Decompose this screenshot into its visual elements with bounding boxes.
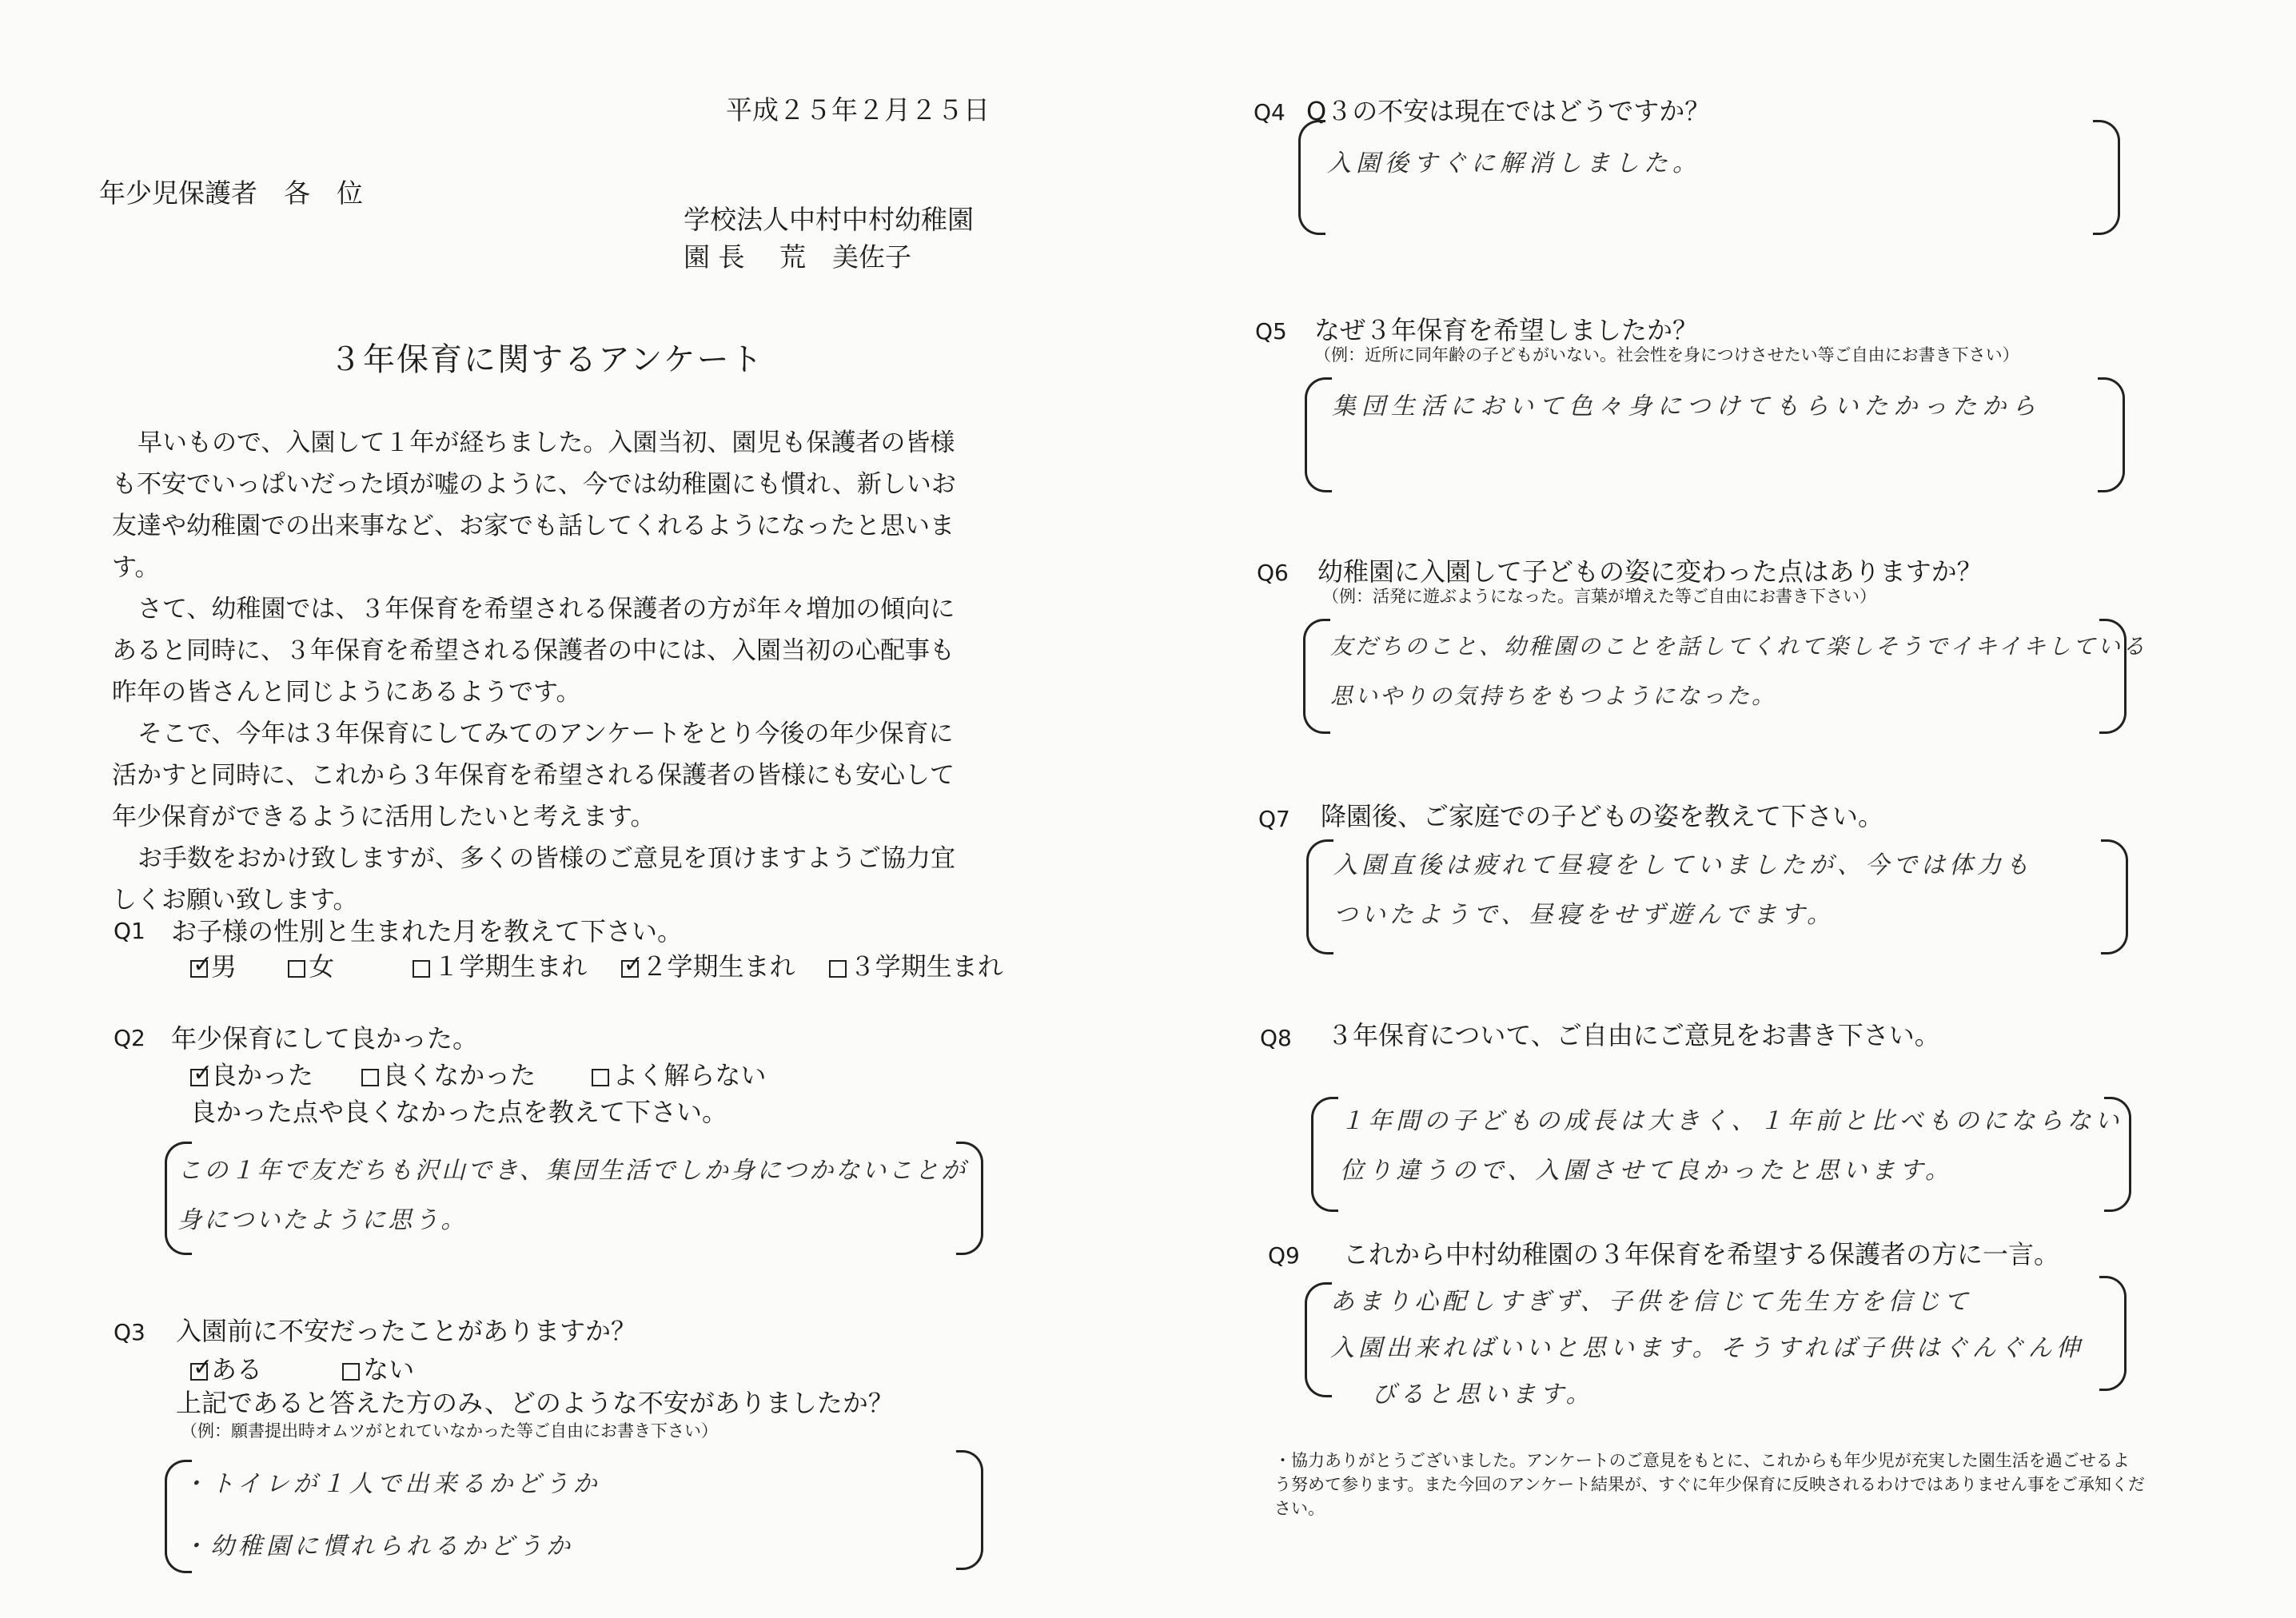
q8-number: Q8 <box>1260 1025 1292 1051</box>
q5-example: （例：近所に同年齢の子どもがいない。社会性を身につけさせたい等ご自由にお書き下さい） <box>1314 345 2019 365</box>
footer-note: ・協力ありがとうございました。アンケートのご意見をもとに、これからも年少児が充実した園生活を過ごせるよう努めて参ります。また今回のアンケート結果が、すぐに年少保育に反映されるわけではありません事をご承知ください。 <box>1274 1451 2146 1518</box>
q1-question: お子様の性別と生まれた月を教えて下さい。 <box>171 916 684 946</box>
q2-question: 年少保育にして良かった。 <box>171 1023 479 1054</box>
q5-question: なぜ３年保育を希望しましたか？ <box>1314 315 1699 345</box>
q4-number: Q4 <box>1254 99 1286 126</box>
q9-question: これから中村幼稚園の３年保育を希望する保護者の方に一言。 <box>1343 1239 2060 1269</box>
q2-options <box>190 1055 766 1092</box>
q7-question: 降園後、ご家庭での子どもの姿を教えて下さい。 <box>1321 801 1884 831</box>
answer-bracket-left <box>1311 1097 1338 1212</box>
answer-bracket-left <box>1305 377 1332 492</box>
q9-answer[interactable]: あまり心配しすぎず、子供を信じて先生方を信じて 入園出来ればいいと思います。そうすれば子供はぐんぐん伸 びると思います。 <box>1330 1288 2084 1409</box>
q8-question: ３年保育について、ご自由にご意見をお書き下さい。 <box>1327 1020 1940 1050</box>
principal-name: 園 長 荒 美佐子 <box>684 241 911 273</box>
q2-followup: 良かった点や良くなかった点を教えて下さい。 <box>190 1097 728 1127</box>
q2-option-not-good[interactable]: 良くなかった <box>361 1060 536 1090</box>
q9-number: Q9 <box>1268 1242 1300 1269</box>
recipient-line: 年少児保護者 各 位 <box>99 177 363 209</box>
document-date: 平成２５年２月２５日 <box>726 94 990 126</box>
intro-text <box>112 422 967 921</box>
checkbox[interactable] <box>413 960 430 978</box>
answer-bracket-left <box>1298 120 1325 235</box>
q8-answer[interactable]: １年間の子どもの成長は大きく、１年前と比べものにならない 位り違うので、入園させて良かったと思います。 <box>1340 1107 2123 1185</box>
q1-number: Q1 <box>114 918 145 944</box>
answer-bracket-right <box>2098 377 2125 492</box>
q3-followup: 上記であると答えた方のみ、どのような不安がありましたか？ <box>176 1388 894 1418</box>
checkbox[interactable] <box>342 1363 360 1381</box>
answer-bracket-right <box>956 1450 983 1570</box>
q1-option-term2[interactable]: ✓ ２学期生まれ <box>621 951 795 982</box>
q1-option-term3[interactable]: ３学期生まれ <box>829 951 1003 982</box>
answer-bracket-left <box>1303 619 1330 734</box>
q5-number: Q5 <box>1255 318 1287 345</box>
checkbox-checked[interactable] <box>190 960 208 978</box>
q3-number: Q3 <box>114 1319 145 1345</box>
q1-options <box>190 946 1003 983</box>
intro-paragraph: そこで、今年は３年保育にしてみてのアンケートをとり今後の年少保育に活かすと同時に、これから３年保育を希望される保護者の皆様にも安心して年少保育ができるように活用したいと考えます。 <box>112 719 955 831</box>
q2-option-unsure[interactable]: よく解らない <box>592 1060 766 1090</box>
organization-name: 学校法人中村中村幼稚園 <box>684 204 974 235</box>
q3-option-yes[interactable]: ✓ある <box>190 1354 262 1385</box>
page-title: ３年保育に関するアンケート <box>329 341 764 378</box>
answer-bracket-left <box>1306 839 1333 954</box>
checkbox-checked[interactable] <box>190 1363 208 1381</box>
answer-bracket-right <box>2093 120 2120 235</box>
q6-example: （例：活発に遊ぶようになった。言葉が増えた等ご自由にお書き下さい） <box>1322 587 1876 606</box>
q2-answer[interactable]: この１年で友だちも沢山でき、集団生活でしか身につかないことが 身についたように思う。 <box>177 1157 968 1234</box>
q3-question: 入園前に不安だったことがありますか？ <box>176 1316 637 1346</box>
q2-option-good[interactable]: ✓良かった <box>190 1060 313 1090</box>
q7-answer[interactable]: 入園直後は疲れて昼寝をしていましたが、今では体力も ついたようで、昼寝をせず遊んでます。 <box>1333 851 2033 929</box>
answer-bracket-left <box>1305 1282 1332 1397</box>
checkbox[interactable] <box>288 960 305 978</box>
intro-paragraph: 早いもので、入園して１年が経ちました。入園当初、園児も保護者の皆様も不安でいっぱいだった頃が嘘のように、今では幼稚園にも慣れ、新しいお友達や幼稚園での出来事など、お家でも話してくれるようになったと思います。 <box>112 428 956 582</box>
q3-options <box>190 1349 414 1386</box>
q4-answer[interactable]: 入園後すぐに解消しました。 <box>1327 149 1701 177</box>
q4-question: Q３の不安は現在ではどうですか？ <box>1306 96 1711 126</box>
q6-answer[interactable]: 友だちのこと、幼稚園のことを話してくれて楽しそうでイキイキしている 思いやりの気持ちをもつようになった。 <box>1330 633 2147 709</box>
q7-number: Q7 <box>1258 806 1290 832</box>
answer-bracket-right <box>2101 839 2128 954</box>
q3-option-no[interactable]: ない <box>342 1354 414 1385</box>
checkbox-checked[interactable] <box>190 1069 208 1086</box>
checkbox[interactable] <box>361 1069 379 1086</box>
q3-example: （例：願書提出時オムツがとれていなかった等ご自由にお書き下さい） <box>181 1421 718 1441</box>
q1-option-term1[interactable]: １学期生まれ <box>413 951 587 982</box>
q6-question: 幼稚園に入園して子どもの姿に変わった点はありますか？ <box>1317 556 1983 587</box>
checkbox-checked[interactable] <box>621 960 639 978</box>
intro-paragraph: さて、幼稚園では、３年保育を希望される保護者の方が年々増加の傾向にあると同時に、３年保育を希望される保護者の中には、入園当初の心配事も昨年の皆さんと同じようにあるようです。 <box>112 595 955 707</box>
q1-option-male[interactable]: ✓男 <box>190 951 237 982</box>
checkbox[interactable] <box>829 960 847 978</box>
checkbox[interactable] <box>592 1069 609 1086</box>
answer-bracket-right <box>2099 1276 2127 1391</box>
q5-answer[interactable]: 集団生活において色々身につけてもらいたかったから <box>1332 393 2042 420</box>
q3-answer[interactable]: ・トイレが１人で出来るかどうか ・幼稚園に慣れられるかどうか <box>182 1470 601 1560</box>
q6-number: Q6 <box>1257 560 1289 586</box>
q1-option-female[interactable]: 女 <box>288 951 334 982</box>
q2-number: Q2 <box>114 1025 145 1051</box>
intro-paragraph: お手数をおかけ致しますが、多くの皆様のご意見を頂けますようご協力宜しくお願い致します。 <box>112 844 955 915</box>
